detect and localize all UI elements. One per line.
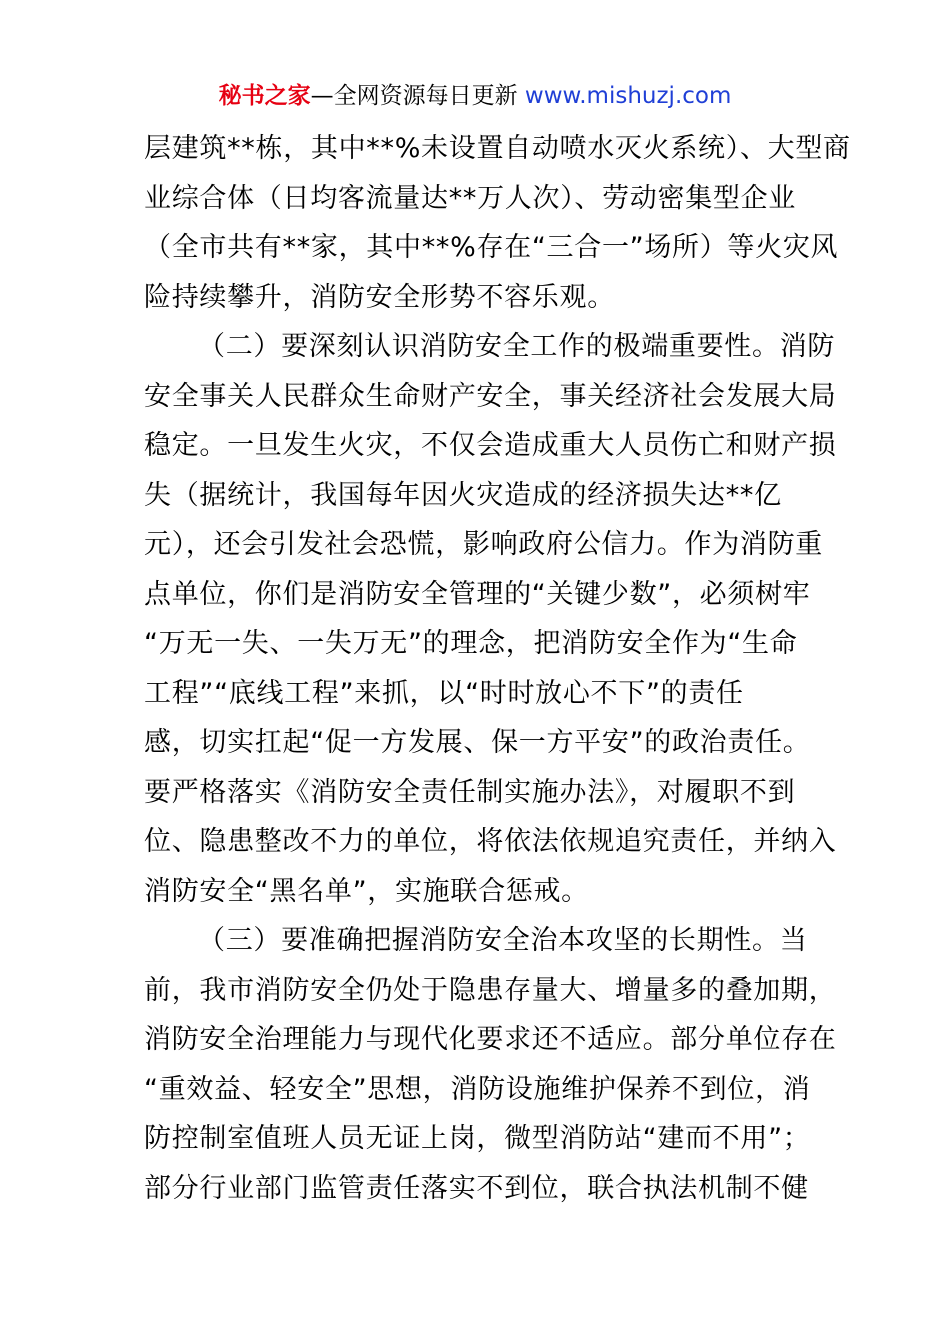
text-line: 点单位，你们是消防安全管理的“关键少数”，必须树牢: [144, 578, 811, 610]
text-line: 前，我市消防安全仍处于隐患存量大、增量多的叠加期，: [144, 974, 837, 1006]
text-line: 消防安全“黑名单”，实施联合惩戒。: [144, 875, 589, 907]
text-line: 部分行业部门监管责任落实不到位，联合执法机制不健: [144, 1172, 809, 1204]
text-line: 感，切实扛起“促一方发展、保一方平安”的政治责任。: [144, 727, 811, 758]
section-heading-2: （二）要深刻认识消防安全工作的极端重要性。消防: [198, 331, 836, 362]
text-line: 险持续攀升，消防安全形势不容乐观。: [144, 281, 615, 313]
site-url-link[interactable]: www.mishuzj.com: [524, 83, 732, 109]
text-line: 失（据统计，我国每年因火灾造成的经济损失达**亿: [144, 479, 782, 511]
text-line: 安全事关人民群众生命财产安全，事关经济社会发展大局: [144, 380, 837, 412]
text-line: 层建筑**栋，其中**%未设置自动喷水灭火系统）、大型商: [144, 133, 851, 164]
site-header: [0, 80, 950, 112]
site-brand: 秘书之家: [218, 83, 311, 109]
text-line: （全市共有**家，其中**%存在“三合一”场所）等火灾风: [144, 232, 839, 263]
site-tagline: —全网资源每日更新: [310, 83, 525, 109]
section-heading-3: （三）要准确把握消防安全治本攻坚的长期性。当: [198, 925, 808, 956]
text-line: 消防安全治理能力与现代化要求还不适应。部分单位存在: [144, 1024, 837, 1055]
text-line: 要严格落实《消防安全责任制实施办法》，对履职不到: [144, 776, 796, 808]
text-line: 稳定。一旦发生火灾，不仅会造成重大人员伤亡和财产损: [144, 430, 837, 461]
text-line: “重效益、轻安全”思想，消防设施维护保养不到位，消: [144, 1073, 811, 1105]
text-line: 位、隐患整改不力的单位，将依法依规追究责任，并纳入: [144, 826, 837, 857]
text-line: 元），还会引发社会恐慌，影响政府公信力。作为消防重: [144, 529, 823, 560]
text-line: “万无一失、一失万无”的理念，把消防安全作为“生命: [144, 628, 798, 659]
document-body: [144, 124, 851, 1213]
text-line: 业综合体（日均客流量达**万人次）、劳动密集型企业: [144, 182, 796, 214]
text-line: 工程”“底线工程”来抓，以“时时放心不下”的责任: [144, 677, 744, 709]
text-line: 防控制室值班人员无证上岗，微型消防站“建而不用”；: [144, 1123, 811, 1154]
